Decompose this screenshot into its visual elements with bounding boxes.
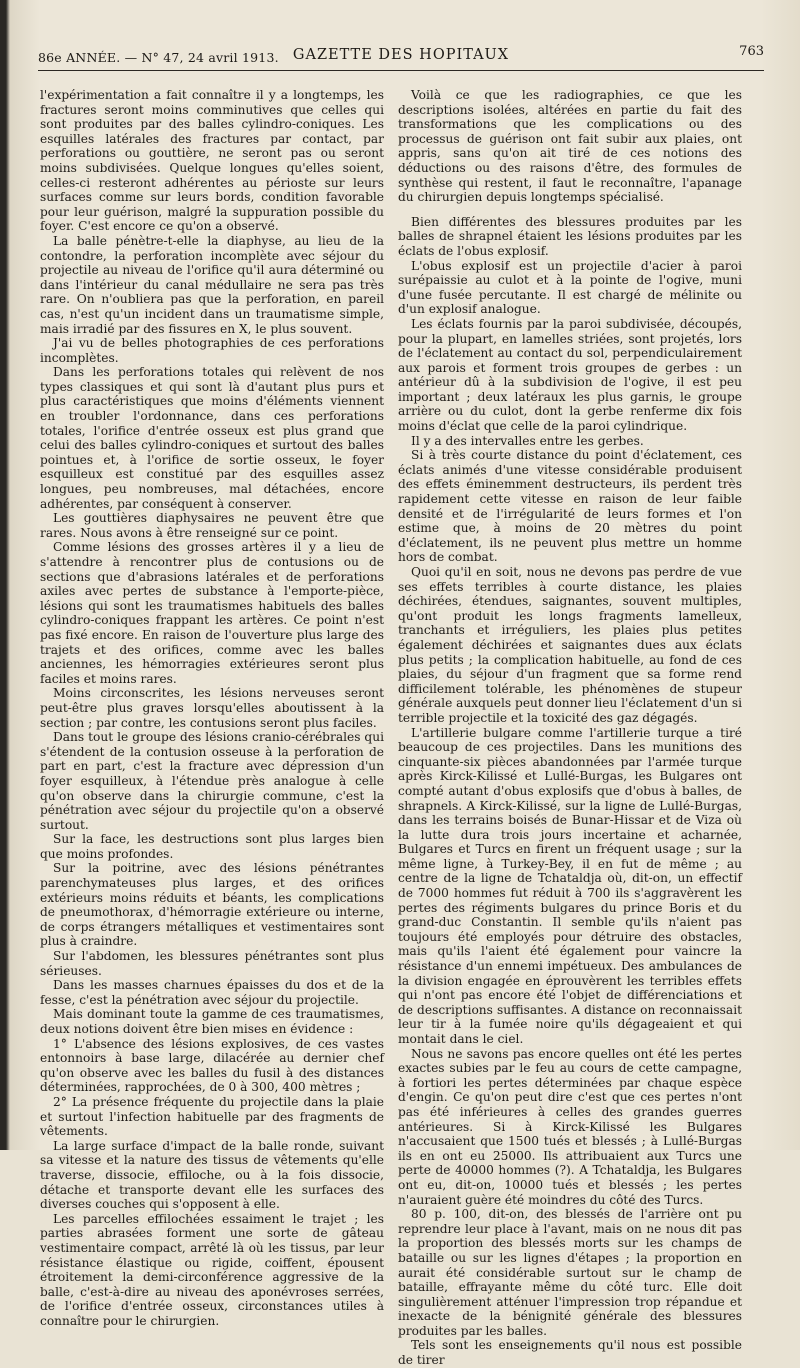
paragraph: Si à très courte distance du point d'éclatement, ces éclats animés d'une vitesse considérable produisent des effets éminemment destructeurs, ils perdent très rapidement cette vitesse en raison de leur faible densité et de l'irrégularité de leurs formes et l'on estime que, à moins de 20 mètres du point d'éclatement, ils ne peuvent plus mettre un homme hors de combat. <box>398 448 742 565</box>
paragraph: l'expérimentation a fait connaître il y a longtemps, les fractures seront moins comminutives que celles qui sont produites par des balles cylindro-coniques. Les esquilles latérales des fractures par contact, par perforations ou gouttière, ne seront pas ou seront moins subdivisées. Quelque longues qu'elles soient, celles-ci resteront adhérentes au périoste sur leurs surfaces comme sur leurs bords, condition favorable pour leur guérison, malgré la suppuration possible du foyer. C'est encore ce qu'on a observé. <box>40 88 384 234</box>
paragraph: Tels sont les enseignements qu'il nous est possible de tirer <box>398 1338 742 1368</box>
paragraph: Voilà ce que les radiographies, ce que les descriptions isolées, altérées en partie du fait des transformations que les complications ou des processus de guérison ont fait subir aux plaies, ont appris, sans qu'on ait tiré de ces notions des déductions ou des raisons d'être, des formules de synthèse qui restent, il faut le reconnaître, l'apanage du chirurgien depuis longtemps spécialisé. <box>398 88 742 205</box>
paragraph: L'obus explosif est un projectile d'acier à paroi surépaissie au culot et à la pointe de l'ogive, muni d'une fusée percutante. Il est chargé de mélinite ou d'un explosif analogue. <box>398 258 742 317</box>
header-rule <box>38 70 764 71</box>
right-column <box>398 88 742 1368</box>
journal-title: GAZETTE DES HOPITAUX <box>292 47 510 63</box>
paragraph: Comme lésions des grosses artères il y a lieu de s'attendre à rencontrer plus de contusions ou de sections que d'abrasions latérales et de perforations axiles avec pertes de substance à l'emporte-pièce, lésions qui sont les traumatismes habituels des balles cylindro-coniques frappant les artères. Ce point n'est pas fixé encore. En raison de l'ouverture plus large des trajets et des orifices, comme avec les balles anciennes, les hémorragies extérieures seront plus faciles et moins rares. <box>40 540 384 686</box>
paragraph: La balle pénètre-t-elle la diaphyse, au lieu de la contondre, la perforation incomplète avec séjour du projectile au niveau de l'orifice qu'il aura déterminé ou dans l'intérieur du canal médullaire ne sera pas très rare. On n'oubliera pas que la perforation, en pareil cas, n'est qu'un incident dans un traumatisme simple, mais irradié par des fissures en X, le plus souvent. <box>40 233 384 336</box>
paragraph: Quoi qu'il en soit, nous ne devons pas perdre de vue ses effets terribles à courte distance, les plaies déchirées, étendues, saignantes, souvent multiples, qu'ont produit les longs fragments lamelleux, tranchants et irréguliers, les plaies plus petites également déchirées et saignantes dues aux éclats plus petits ; la complication habituelle, au fond de ces plaies, du séjour d'un fragment que sa forme rend difficilement tolérable, les phénomènes de stupeur générale auxquels peut donner lieu l'éclatement d'un si terrible projectile et la toxicité des gaz dégagés. <box>398 565 742 725</box>
paragraph: J'ai vu de belles photographies de ces perforations incomplètes. <box>40 336 384 365</box>
paragraph: 1° L'absence des lésions explosives, de ces vastes entonnoirs à base large, dilacérée au dernier chef qu'on observe avec les balles du fusil à des distances déterminées, rapprochées, de 0 à 300, 400 mètres ; <box>40 1036 384 1095</box>
paragraph: Sur la poitrine, avec des lésions pénétrantes parenchymateuses plus larges, et des orifices extérieurs moins réduits et béants, les complications de pneumothorax, d'hémorragie extérieure ou interne, de corps étrangers métalliques et vestimentaires sont plus à craindre. <box>40 861 384 949</box>
paragraph: Mais dominant toute la gamme de ces traumatismes, deux notions doivent être bien mises en évidence : <box>40 1007 384 1036</box>
paragraph: Dans les masses charnues épaisses du dos et de la fesse, c'est la pénétration avec séjour du projectile. <box>40 978 384 1007</box>
paragraph: Il y a des intervalles entre les gerbes. <box>411 433 644 448</box>
paragraph: Dans tout le groupe des lésions cranio-cérébrales qui s'étendent de la contusion osseuse à la perforation de part en part, c'est la fracture avec dépression d'un foyer esquilleux, à l'étendue près analogue à celle qu'on observe dans la chirurgie commune, c'est la pénétration avec séjour du projectile qu'on a observé surtout. <box>40 730 384 832</box>
issue-info: 86e ANNÉE. — N° 47, 24 avril 1913. <box>38 50 279 65</box>
page-header <box>38 44 764 68</box>
paragraph: La large surface d'impact de la balle ronde, suivant sa vitesse et la nature des tissus de vêtements qu'elle traverse, dissocie, effiloche, ou à la fois dissocie, détache et transporte devant elle les surfaces des diverses couches qui s'opposent à elle. <box>40 1138 384 1212</box>
paragraph: Moins circonscrites, les lésions nerveuses seront peut-être plus graves lorsqu'elles aboutissent à la section ; par contre, les contusions seront plus faciles. <box>40 686 384 730</box>
paragraph: 80 p. 100, dit-on, des blessés de l'arrière ont pu reprendre leur place à l'avant, mais on ne nous dit pas la proportion des blessés morts sur les champs de bataille ou sur les lignes d'étapes ; la proportion en aurait été considérable surtout sur le champ de bataille, effrayante même du côté turc. Elle doit singulièrement atténuer l'impression trop répandue et inexacte de la bénignité générale des blessures produites par les balles. <box>398 1207 742 1338</box>
page-number: 763 <box>739 44 764 59</box>
paragraph: Sur l'abdomen, les blessures pénétrantes sont plus sérieuses. <box>40 949 384 978</box>
paragraph: Les gouttières diaphysaires ne peuvent être que rares. Nous avons à être renseigné sur ce point. <box>40 511 384 540</box>
paragraph: Sur la face, les destructions sont plus larges bien que moins profondes. <box>40 832 384 861</box>
paragraph: Les éclats fournis par la paroi subdivisée, découpés, pour la plupart, en lamelles striées, sont projetés, lors de l'éclatement au contact du sol, perpendiculairement aux parois et forment trois groupes de gerbes : un antérieur dû à la subdivision de l'ogive, il est peu important ; deux latéraux les plus garnis, le groupe arrière ou du culot, dont la gerbe renferme dix fois moins d'éclat que celle de la paroi cylindrique. <box>398 316 742 434</box>
left-column <box>40 88 384 1328</box>
paragraph: L'artillerie bulgare comme l'artillerie turque a tiré beaucoup de ces projectiles. Dans les munitions des cinquante-six pièces abandonnées par l'armée turque après Kirck-Kilissé et Lullé-Burgas, les Bulgares ont compté autant d'obus explosifs que d'obus à balles, de shrapnels. A Kirck-Kilissé, sur la ligne de Lullé-Burgas, dans les terrains boisés de Bunar-Hissar et de Viza où la lutte dura trois jours incertaine et acharnée, Bulgares et Turcs en firent un fréquent usage ; sur la même ligne, à Turkey-Bey, il en fut de même ; au centre de la ligne de Tchataldja où, dit-on, un effectif de 7000 hommes fut réduit à 700 ils s'aggravèrent les pertes des régiments bulgares du prince Boris et du grand-duc Constantin. Il semble qu'ils n'aient pas toujours été employés pour détruire des obstacles, mais qu'ils l'aient été également pour vaincre la résistance d'un ennemi impétueux. Des ambulances de la division engagée en éprouvèrent les terribles effets qui n'ont pas encore été l'objet de différenciations et de descriptions suffisantes. A distance on reconnaissait leur tir à la fumée noire qu'ils dégageaient et qui montait dans le ciel. <box>398 725 742 1046</box>
paragraph: Nous ne savons pas encore quelles ont été les pertes exactes subies par le feu au cours de cette campagne, à fortiori les pertes déterminées par chaque espèce d'engin. Ce qu'on peut dire c'est que ces pertes n'ont pas été inférieures à celles des grandes guerres antérieures. Si à Kirck-Kilissé les Bulgares n'accusaient que 1500 tués et blessés ; à Lullé-Burgas ils en ont eu 25000. Ils attribuaient aux Turcs une perte de 40000 hommes (?). A Tchataldja, les Bulgares ont eu, dit-on, 10000 tués et blessés ; les pertes n'auraient guère été moindres du côté des Turcs. <box>398 1046 742 1207</box>
paragraph: Dans les perforations totales qui relèvent de nos types classiques et qui sont là d'autant plus purs et plus caractéristiques que moins d'éléments viennent en troubler l'ordonnance, dans ces perforations totales, l'orifice d'entrée osseux est plus grand que celui des balles cylindro-coniques et surtout des balles pointues et, à l'orifice de sortie osseux, le foyer esquilleux est constitué par des esquilles assez longues, peu nombreuses, mal détachées, encore adhérentes, par conséquent à conserver. <box>40 365 384 511</box>
paragraph: 2° La présence fréquente du projectile dans la plaie et surtout l'infection habituelle par des fragments de vêtements. <box>40 1094 384 1139</box>
paragraph: Bien différentes des blessures produites par les balles de shrapnel étaient les lésions produites par les éclats de l'obus explosif. <box>398 214 742 258</box>
paragraph: Les parcelles effilochées essaiment le trajet ; les parties abrasées forment une sorte de gâteau vestimentaire compact, arrêté là où les tissus, par leur résistance élastique ou rigide, coiffent, épousent étroitement la demi-circonférence aggressive de la balle, c'est-à-dire au niveau des aponévroses serrées, de l'orifice d'entrée osseux, circonstances utiles à connaître pour le chirurgien. <box>40 1211 384 1328</box>
